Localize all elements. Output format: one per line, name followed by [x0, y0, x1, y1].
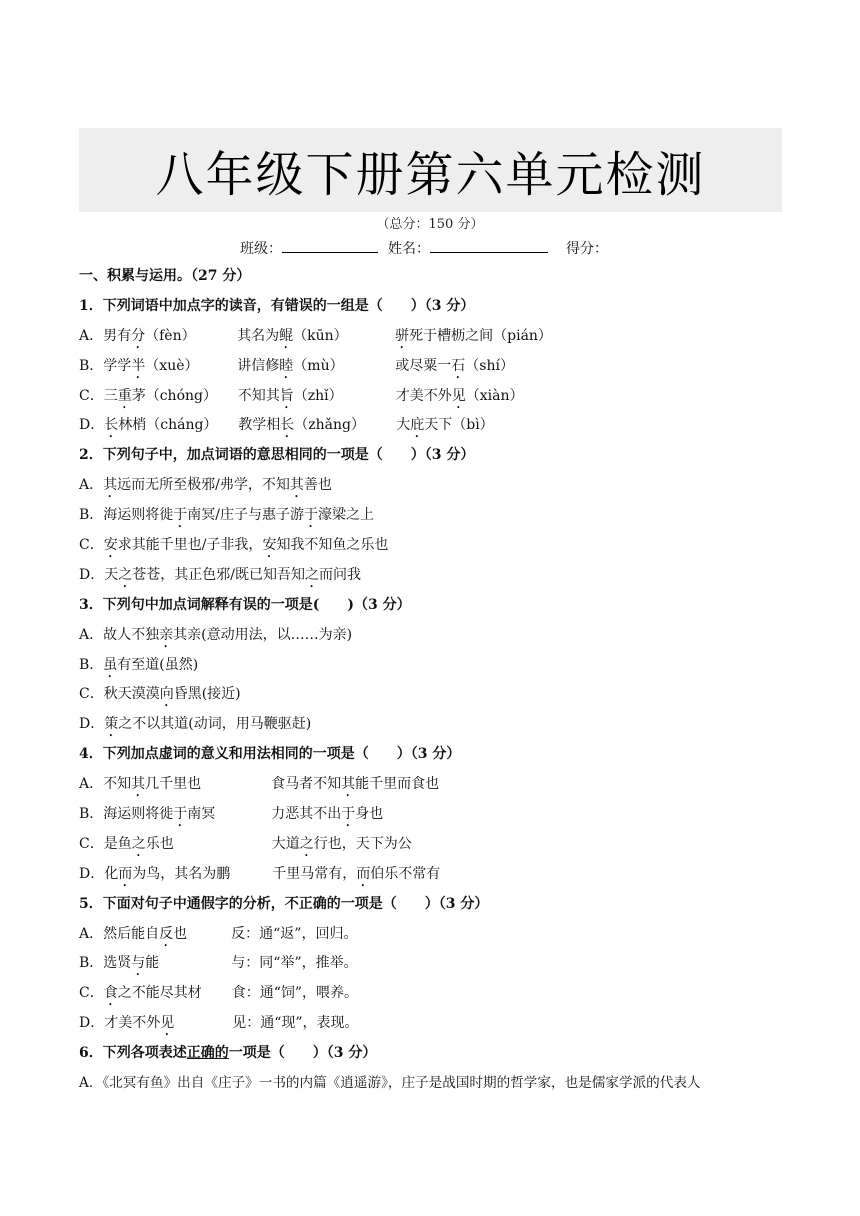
- q4-option-d: D．化而为鸟，其名为鹏 千里马常有，而伯乐不常有: [79, 865, 441, 882]
- q4-option-b: B．海运则将徙于南冥 力恶其不出于身也: [79, 806, 384, 823]
- question-2-stem: 2．下列句子中，加点词语的意思相同的一项是（ ）（3 分）: [79, 447, 475, 464]
- q4-option-c: C．是鱼之乐也 大道之行也，天下为公: [79, 835, 412, 852]
- q2-option-b: B．海运则将徙于南冥/庄子与惠子游于濠梁之上: [79, 507, 375, 524]
- score-label: 得分：: [566, 241, 608, 257]
- student-info-row: [240, 238, 608, 258]
- name-label: 姓名：: [388, 241, 430, 257]
- question-4-stem: 4．下列加点虚词的意义和用法相同的一项是（ ）（3 分）: [79, 746, 461, 763]
- q1-option-b: B．学学半（xuè） 讲信修睦（mù） 或尽粟一石（shí）: [79, 357, 514, 374]
- q3-option-c: C．秋天漠漠向昏黑(接近): [79, 686, 241, 703]
- question-5-stem: 5．下面对句子中通假字的分析，不正确的一项是（ ）（3 分）: [79, 895, 489, 912]
- section-heading: 一、积累与运用。（27 分）: [79, 268, 251, 284]
- q5-option-c: C．食之不能尽其材 食：通“饲”，喂养。: [79, 985, 359, 1002]
- name-blank[interactable]: [430, 238, 548, 253]
- q3-option-d: D．策之不以其道(动词，用马鞭驱赶): [79, 716, 312, 733]
- question-6-stem: 6．下列各项表述正确的一项是（ ）（3 分）: [79, 1045, 377, 1062]
- q3-option-b: B．虽有至道(虽然): [79, 656, 199, 673]
- exam-content: [79, 262, 789, 1099]
- q5-option-b: B．选贤与能 与：同“举”，推举。: [79, 955, 358, 972]
- q4-option-a: A．不知其几千里也 食马者不知其能千里而食也: [79, 776, 440, 793]
- q3-option-a: A．故人不独亲其亲(意动用法，以……为亲): [79, 626, 353, 643]
- question-3-stem: 3．下列句中加点词解释有误的一项是( )（3 分）: [79, 596, 411, 613]
- q2-option-a: A．其远而无所至极邪/弗学，不知其善也: [79, 477, 332, 494]
- q5-option-a: A．然后能自反也 反：通“返”，回归。: [79, 925, 358, 942]
- class-label: 班级：: [240, 241, 282, 257]
- q6-option-a: A．《北冥有鱼》出自《庄子》一书的内篇《逍遥游》，庄子是战国时期的哲学家，也是儒家学派的代表人: [79, 1075, 701, 1092]
- class-blank[interactable]: [282, 238, 378, 253]
- title-banner: [79, 128, 782, 212]
- q5-option-d: D．才美不外见 见：通“现”，表现。: [79, 1015, 359, 1032]
- question-1-stem: 1．下列词语中加点字的读音，有错误的一组是（ ）（3 分）: [79, 297, 475, 314]
- q1-option-c: C．三重茅（chóng） 不知其旨（zhǐ） 才美不外见（xiàn）: [79, 387, 524, 404]
- q2-option-c: C．安求其能千里也/子非我，安知我不知鱼之乐也: [79, 537, 389, 554]
- total-score: （总分：150 分）: [376, 217, 484, 232]
- q1-option-d: D．长林梢（cháng） 教学相长（zhǎng） 大庇天下（bì）: [79, 417, 494, 434]
- q2-option-d: D．天之苍苍，其正色邪/既已知吾知之而问我: [79, 566, 361, 583]
- q1-option-a: A．男有分（fèn） 其名为鲲（kūn） 骈死于槽枥之间（pián）: [79, 327, 552, 344]
- document-title: 八年级下册第六单元检测: [155, 146, 706, 203]
